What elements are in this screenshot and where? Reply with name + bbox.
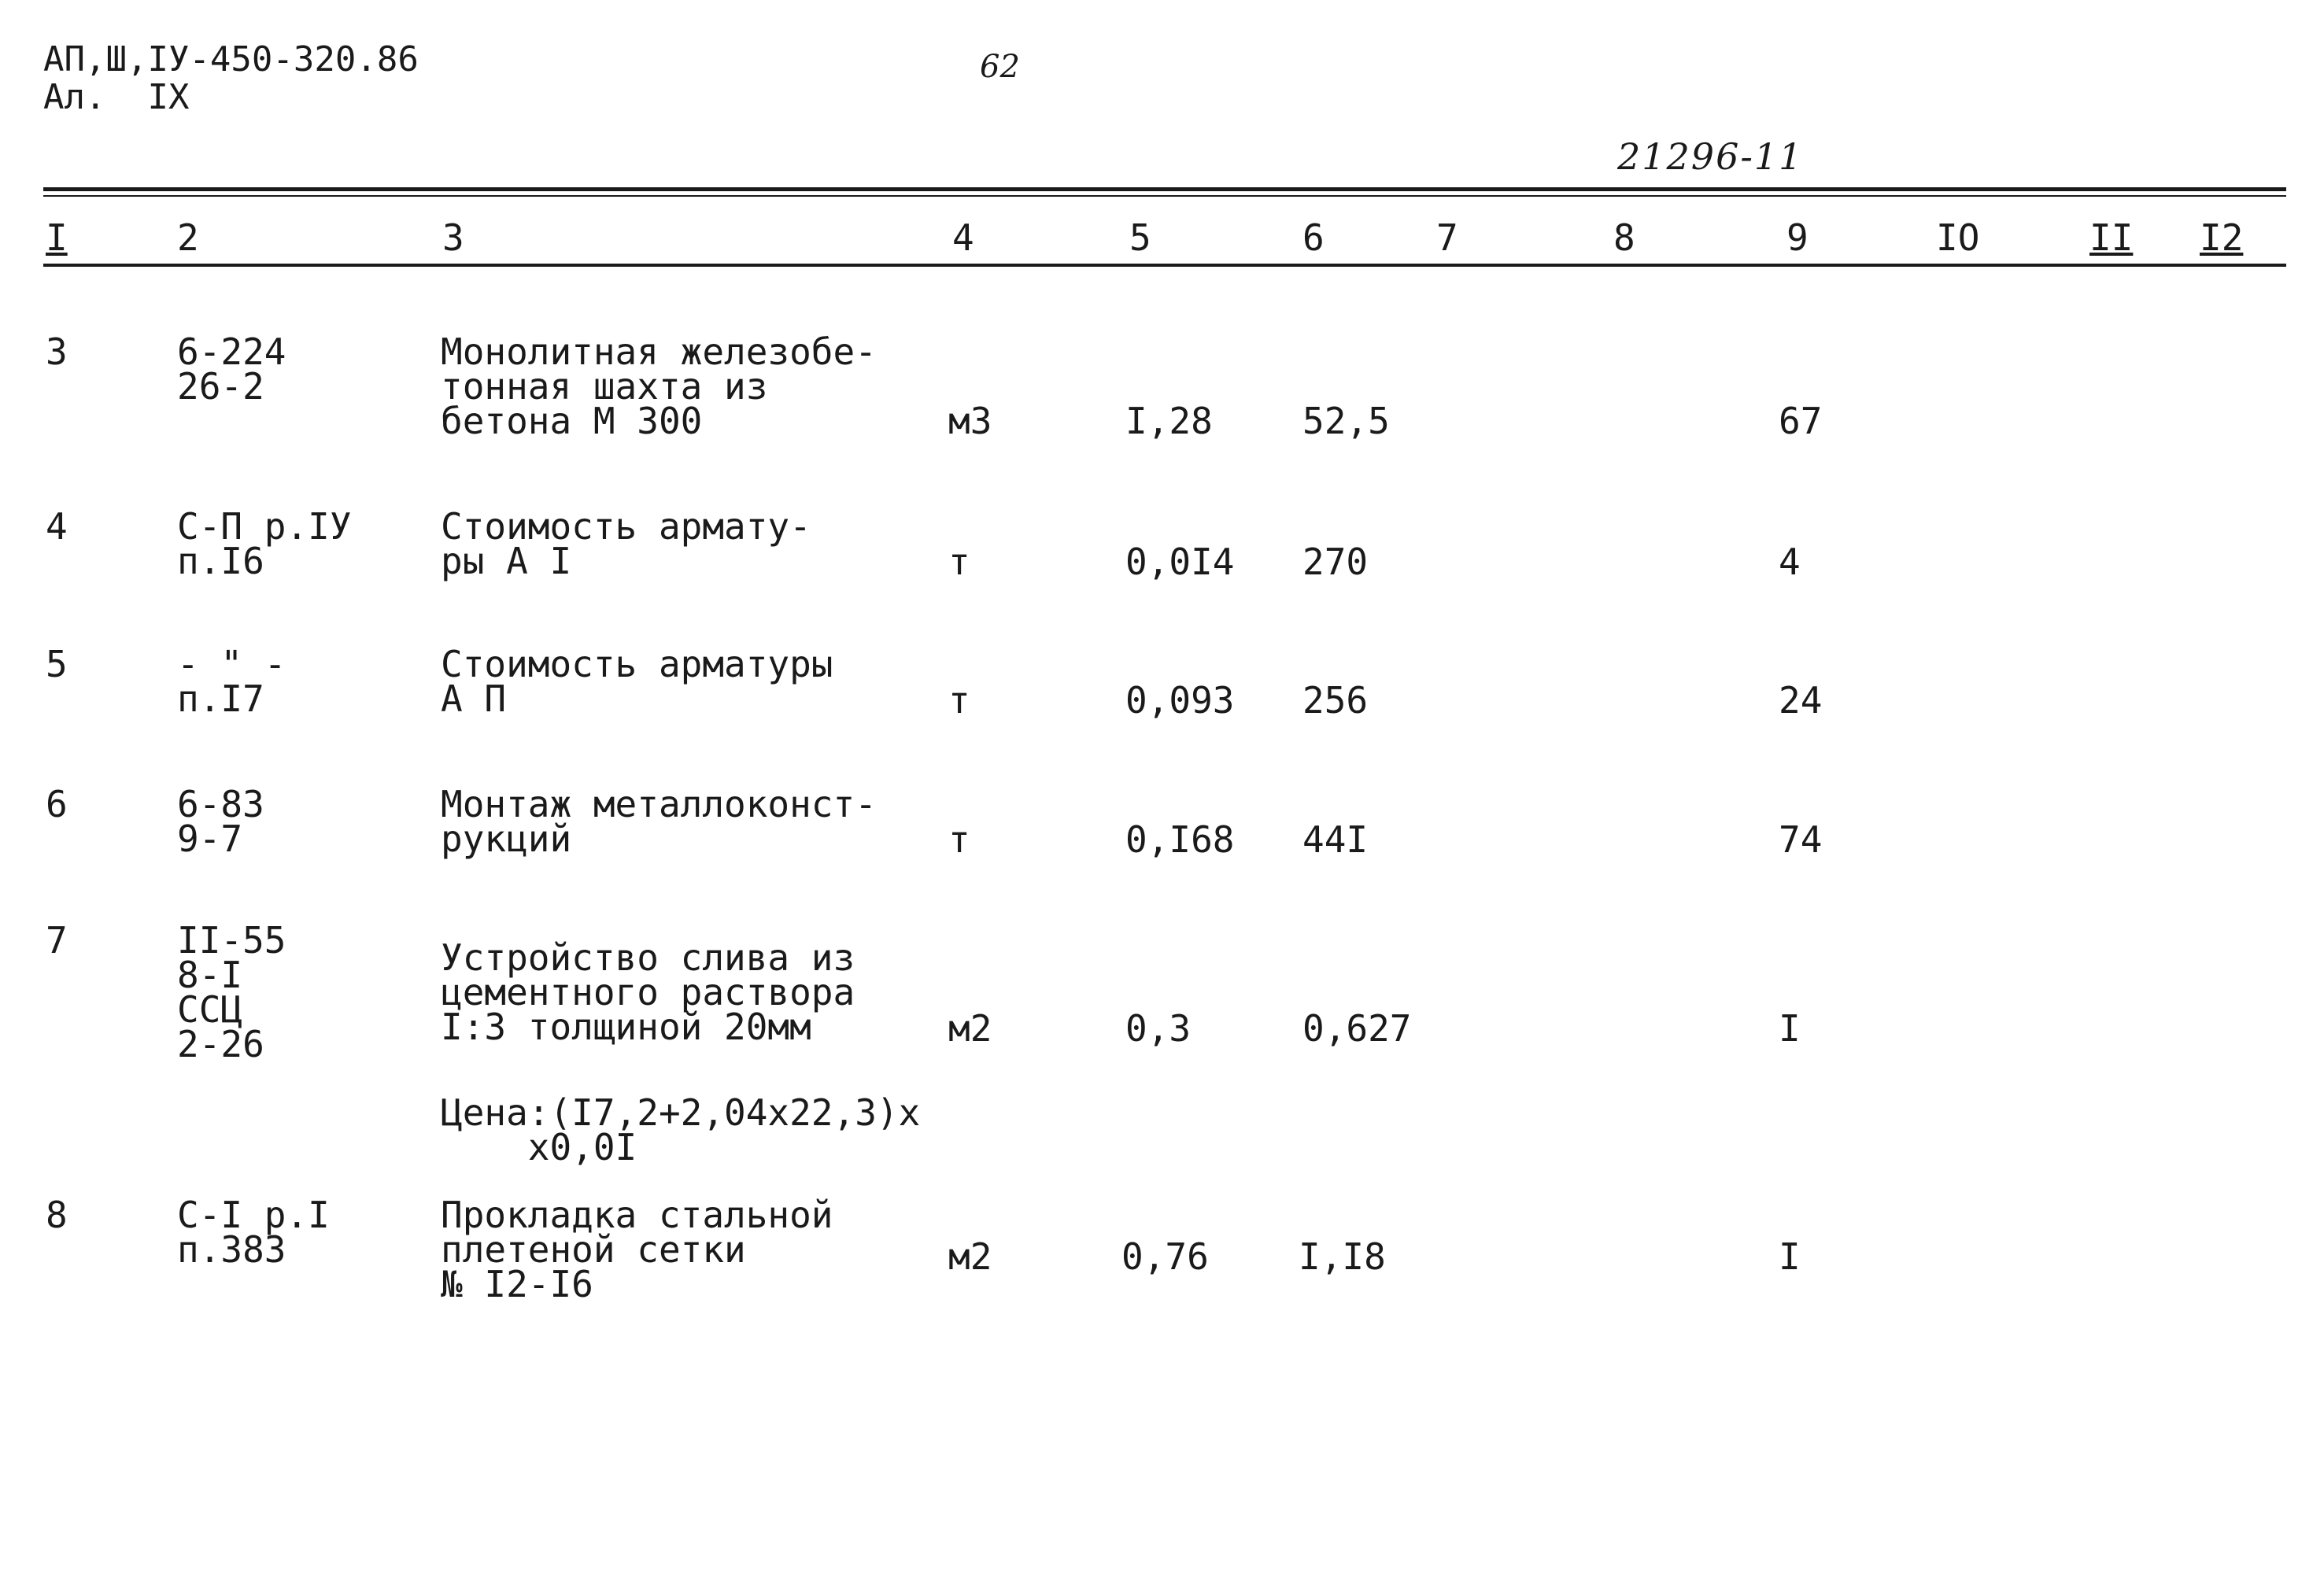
row-price: 52,5 (1302, 400, 1390, 442)
row-total: I (1779, 1235, 1801, 1278)
row-price: 44I (1302, 818, 1369, 861)
row-number: 5 (46, 643, 68, 685)
row-quantity: I,28 (1125, 400, 1213, 442)
row-number: 7 (46, 919, 68, 962)
price-formula: Цена:(I7,2+2,04х22,3)х х0,0I (441, 1091, 921, 1168)
column-header-12: I2 (2200, 216, 2244, 259)
row-code: 6-224 26-2 (177, 330, 286, 408)
row-code: 6-83 9-7 (177, 783, 264, 860)
row-unit: м3 (948, 400, 992, 442)
column-header-1: I (46, 216, 68, 259)
page-number: 62 (980, 49, 1020, 85)
document-number: 21296-11 (1617, 135, 1804, 178)
row-description: Прокладка стальной плетеной сетки № I2-I6 (441, 1194, 833, 1305)
row-description: Монолитная железобе- тонная шахта из бетона М 300 (441, 330, 877, 442)
row-description: Монтаж металлоконст- рукций (441, 783, 877, 860)
header-rule-bottom (43, 264, 2286, 267)
row-total: 67 (1779, 400, 1823, 442)
row-total: 4 (1779, 541, 1801, 583)
column-header-10: IO (1936, 216, 1980, 259)
row-code: С-I р.I п.383 (177, 1194, 330, 1271)
row-code: С-П р.IУ п.I6 (177, 505, 352, 582)
row-total: 74 (1779, 818, 1823, 861)
document-code: АП,Ш,IУ-450-320.86 Ал. IХ (43, 39, 419, 117)
row-price: 256 (1302, 679, 1369, 722)
column-header-5: 5 (1129, 216, 1151, 259)
row-unit: т (948, 679, 970, 722)
row-unit: т (948, 818, 970, 861)
row-price: 0,627 (1302, 1007, 1412, 1050)
row-quantity: 0,093 (1125, 679, 1235, 722)
column-header-8: 8 (1613, 216, 1635, 259)
row-quantity: 0,76 (1121, 1235, 1209, 1278)
row-total: I (1779, 1007, 1801, 1050)
row-description: Стоимость армату- ры А I (441, 505, 811, 582)
column-header-9: 9 (1786, 216, 1809, 259)
row-unit: м2 (948, 1007, 992, 1050)
row-number: 3 (46, 330, 68, 373)
column-header-6: 6 (1302, 216, 1325, 259)
row-description: Устройство слива из цементного раствора I:3 толщиной 20мм (441, 936, 855, 1048)
column-header-7: 7 (1436, 216, 1458, 259)
row-unit: т (948, 541, 970, 583)
row-code: II-55 8-I ССЦ 2-26 (177, 919, 286, 1065)
row-code: - " - п.I7 (177, 643, 286, 720)
row-description: Стоимость арматуры А П (441, 643, 833, 720)
header-rule-top-thin (43, 195, 2286, 197)
column-header-11: II (2089, 216, 2134, 259)
row-unit: м2 (948, 1235, 992, 1278)
row-number: 8 (46, 1194, 68, 1236)
column-header-3: 3 (442, 216, 464, 259)
row-quantity: 0,I68 (1125, 818, 1235, 861)
column-header-4: 4 (952, 216, 974, 259)
row-number: 6 (46, 783, 68, 825)
row-total: 24 (1779, 679, 1823, 722)
row-price: I,I8 (1299, 1235, 1386, 1278)
row-price: 270 (1302, 541, 1369, 583)
column-header-2: 2 (177, 216, 199, 259)
row-quantity: 0,3 (1125, 1007, 1192, 1050)
row-quantity: 0,0I4 (1125, 541, 1235, 583)
row-number: 4 (46, 505, 68, 548)
header-rule-top (43, 187, 2286, 191)
